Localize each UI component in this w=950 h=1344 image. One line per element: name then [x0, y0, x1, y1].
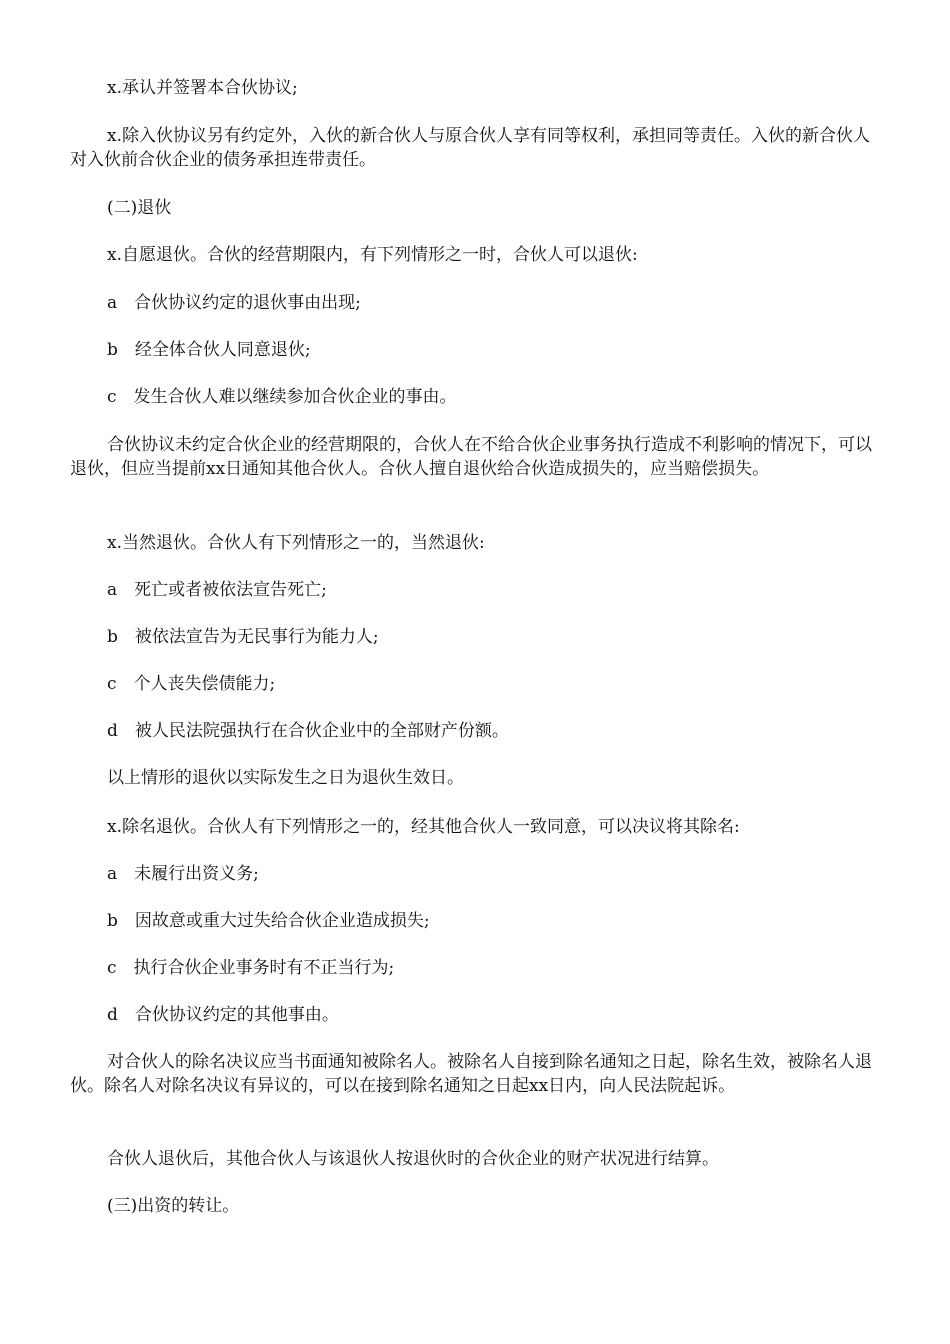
paragraph-settlement: 合伙人退伙后，其他合伙人与该退伙人按退伙时的合伙企业的财产状况进行结算。	[107, 1149, 719, 1169]
paragraph-voluntary-withdrawal: x.自愿退伙。合伙的经营期限内，有下列情形之一时，合伙人可以退伙:	[107, 245, 638, 265]
list-item-automatic-a: a 死亡或者被依法宣告死亡;	[107, 580, 327, 600]
list-item-voluntary-a: a 合伙协议约定的退伙事由出现;	[107, 293, 361, 313]
list-item-automatic-d: d 被人民法院强执行在合伙企业中的全部财产份额。	[107, 721, 509, 741]
list-item-expulsion-c: c 执行合伙企业事务时有不正当行为;	[107, 958, 395, 978]
paragraph-expulsion: x.除名退伙。合伙人有下列情形之一的，经其他合伙人一致同意，可以决议将其除名:	[107, 817, 740, 837]
paragraph-effective-date: 以上情形的退伙以实际发生之日为退伙生效日。	[107, 768, 464, 788]
paragraph-automatic-withdrawal: x.当然退伙。合伙人有下列情形之一的，当然退伙:	[107, 533, 485, 553]
list-item-expulsion-d: d 合伙协议约定的其他事由。	[107, 1005, 339, 1025]
list-item-expulsion-b: b 因故意或重大过失给合伙企业造成损失;	[107, 911, 430, 931]
list-item-expulsion-a: a 未履行出资义务;	[107, 864, 259, 884]
list-item-automatic-c: c 个人丧失偿债能力;	[107, 674, 276, 694]
paragraph-sign-agreement: x.承认并签署本合伙协议;	[107, 78, 298, 98]
section-heading-capital-transfer: (三)出资的转让。	[107, 1196, 240, 1216]
list-item-voluntary-b: b 经全体合伙人同意退伙;	[107, 340, 311, 360]
list-item-voluntary-c: c 发生合伙人难以继续参加合伙企业的事由。	[107, 387, 457, 407]
section-heading-withdrawal: (二)退伙	[107, 198, 172, 218]
paragraph-no-term-withdrawal: 合伙协议未约定合伙企业的经营期限的，合伙人在不给合伙企业事务执行造成不利影响的情况下，可以退伙，但应当提前xx日通知其他合伙人。合伙人擅自退伙给合伙造成损失的，应当赔偿损失。	[70, 435, 872, 479]
paragraph-new-partner-rights: x.除入伙协议另有约定外，入伙的新合伙人与原合伙人享有同等权利，承担同等责任。入伙的新合伙人对入伙前合伙企业的债务承担连带责任。	[70, 126, 870, 170]
paragraph-expulsion-notice: 对合伙人的除名决议应当书面通知被除名人。被除名人自接到除名通知之日起，除名生效，被除名人退伙。除名人对除名决议有异议的，可以在接到除名通知之日起xx日内，向人民法院起诉。	[70, 1052, 872, 1096]
list-item-automatic-b: b 被依法宣告为无民事行为能力人;	[107, 627, 379, 647]
